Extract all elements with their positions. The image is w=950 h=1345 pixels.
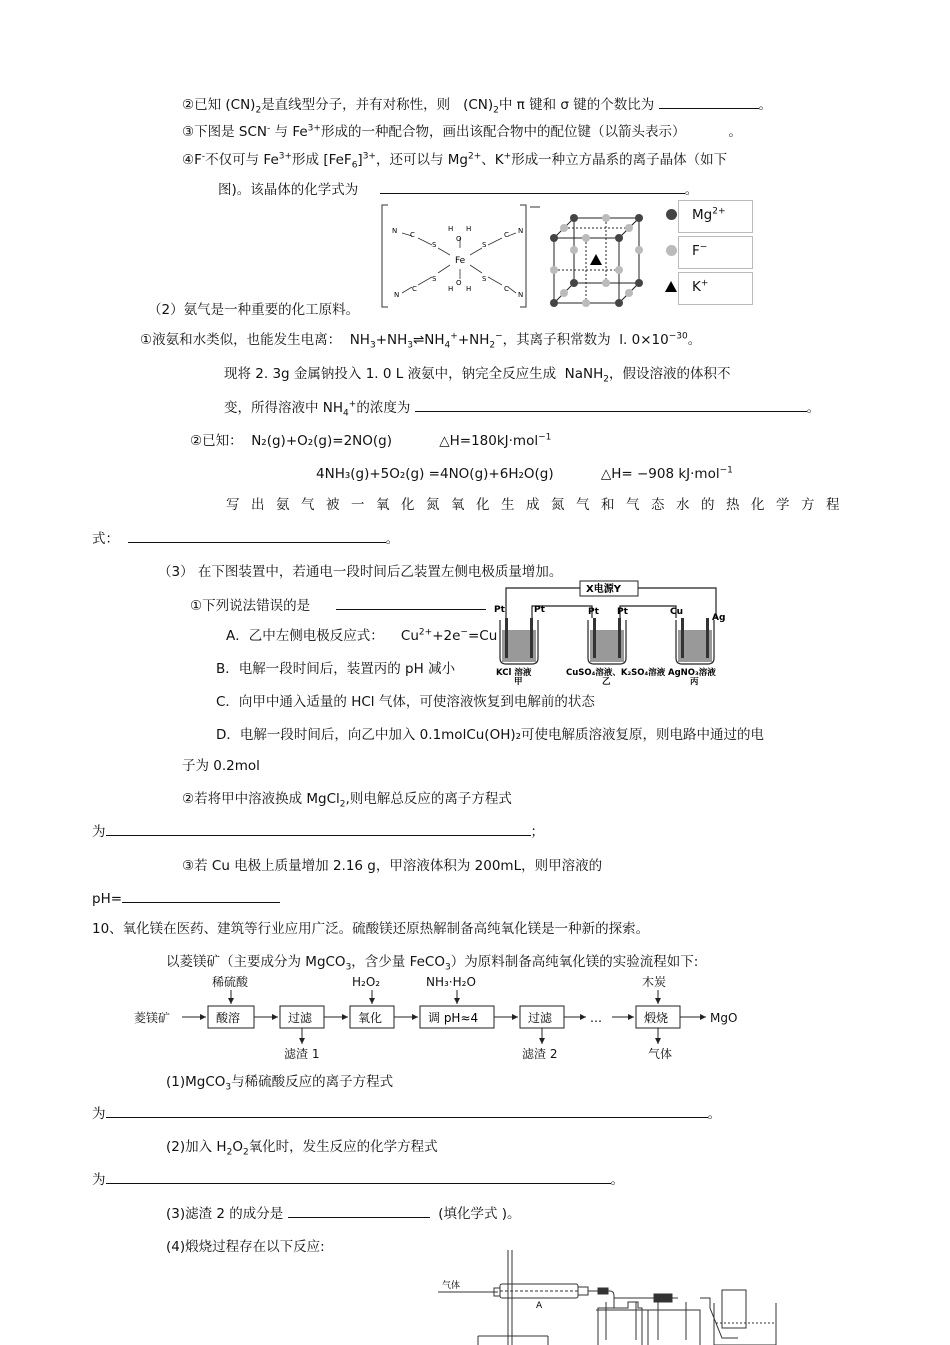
q9-part4: ④F-不仅可与 $Fe^{3+}$形成 $[FeF_6]^{3+}$，还可以与 $Mg^{2+}$、K+形成一种立方晶系的离子晶体（如下: [182, 151, 728, 171]
svg-text:木炭: 木炭: [642, 975, 667, 989]
answer-blank[interactable]: [128, 529, 386, 543]
q9-s3-3b: pH=: [92, 889, 280, 908]
svg-text:C: C: [412, 285, 417, 293]
q9-s2-2c: 写出氨气被一氧化氮氧化生成氮气和气态水的热化学方程: [226, 497, 851, 513]
svg-text:O: O: [456, 279, 462, 287]
q9-section3: （3） 在下图装置中，若通电一段时间后乙装置左侧电极质量增加。: [158, 564, 563, 580]
svg-text:KCl 溶液: KCl 溶液: [496, 668, 532, 678]
svg-text:N: N: [394, 291, 400, 299]
answer-blank[interactable]: [106, 1104, 708, 1118]
svg-text:Cu: Cu: [670, 607, 684, 617]
svg-text:C: C: [410, 231, 415, 239]
svg-text:过滤: 过滤: [528, 1011, 553, 1025]
k-triangle-icon: [665, 281, 677, 292]
q10-q3: (3)滤渣 2 的成分是 (填化学式 )。: [166, 1206, 521, 1222]
svg-text:H₂O₂: H₂O₂: [352, 975, 381, 989]
svg-text:Pt: Pt: [617, 607, 628, 617]
svg-text:H: H: [466, 225, 472, 233]
electrolysis-apparatus: [492, 578, 732, 686]
q10-intro: 以菱镁矿（主要成分为 MgCO$_3$，含少量 FeCO$_3$）为原料制备高纯氧化镁的实验流程如下:: [166, 954, 699, 973]
svg-text:煅烧: 煅烧: [644, 1011, 669, 1025]
q9-s2-1c: 变，所得溶液中 $NH_4^+$的浓度为 。: [224, 399, 821, 419]
svg-text:C: C: [504, 231, 509, 239]
crystal-legend: $Mg^{2+}$ F− K+: [662, 198, 754, 306]
svg-text:稀硫酸: 稀硫酸: [212, 975, 249, 989]
q9-s2-2d: 式： 。: [92, 531, 400, 547]
answer-blank[interactable]: [288, 1204, 430, 1218]
svg-text:H: H: [448, 285, 454, 293]
svg-text:N: N: [518, 291, 524, 299]
answer-blank[interactable]: [659, 95, 759, 109]
q9-s2-2: ②已知： N₂(g)+O₂(g)=2NO(g) △H=180kJ·mol$^{-1}$: [190, 432, 552, 449]
svg-text:甲: 甲: [514, 677, 523, 686]
svg-text:Pt: Pt: [534, 605, 545, 615]
svg-text:N: N: [392, 227, 398, 235]
svg-text:S: S: [432, 275, 437, 283]
q9-s2-2b: 4NH₃(g)+5O₂(g) =4NO(g)+6H₂O(g) △H= −908 kJ·mol$^{-1}$: [316, 465, 733, 482]
option-d: D．电解一段时间后，向乙中加入 0.1molCu(OH)₂可使电解质溶液复原，则电路中通过的电: [216, 727, 765, 743]
q9-s3-2b: 为 ；: [92, 824, 544, 840]
svg-text:H: H: [448, 225, 454, 233]
option-c: C．向甲中通入适量的 HCl 气体，可使溶液恢复到电解前的状态: [216, 694, 595, 710]
answer-blank[interactable]: [415, 398, 807, 412]
q9-s3-2: ②若将甲中溶液换成 MgCl$_2$,则电解总反应的离子方程式: [182, 791, 512, 810]
svg-text:C: C: [504, 285, 509, 293]
svg-text:酸溶: 酸溶: [216, 1011, 241, 1025]
svg-text:气体: 气体: [442, 1281, 461, 1291]
svg-text:NH₃·H₂O: NH₃·H₂O: [426, 975, 476, 989]
svg-text:丙: 丙: [690, 677, 699, 686]
fe-scn-complex-diagram: [380, 203, 540, 313]
crystal-lattice-diagram: [546, 210, 646, 310]
option-d-cont: 子为 0.2mol: [182, 758, 260, 774]
q10-q2b: 为 。: [92, 1172, 624, 1188]
svg-text:Ag: Ag: [712, 613, 726, 623]
q10-q1: (1)MgCO$_3$与稀硫酸反应的离子方程式: [166, 1074, 394, 1093]
q9-s2-1: ①液氨和水类似，也能发生电离： $NH_3+NH_3\rightleftharpoons NH_4^++NH_2^-$，其离子积常数为 l. $0\times 10^{-30}$。: [140, 331, 702, 351]
svg-text:菱镁矿: 菱镁矿: [134, 1011, 171, 1025]
f-dot-icon: [666, 245, 677, 256]
svg-text:Pt: Pt: [494, 605, 505, 615]
option-b: B．电解一段时间后，装置丙的 pH 减小: [216, 661, 456, 677]
svg-text:滤渣 1: 滤渣 1: [284, 1047, 320, 1061]
calcination-apparatus: [438, 1248, 778, 1345]
svg-text:过滤: 过滤: [288, 1011, 313, 1025]
svg-text:MgO: MgO: [710, 1011, 738, 1025]
q9-s3-1: ①下列说法错误的是: [190, 596, 486, 615]
q9-part2: ②已知 $(CN)_2$是直线型分子，并有对称性，则 $(CN)_2$中 π 键和 σ 键的个数比为 。: [182, 97, 773, 116]
q9-part4-cont: 图)。该晶体的化学式为 。: [218, 182, 699, 198]
q9-part3: ③下图是 SCN- 与 $Fe^{3+}$形成的一种配合物，画出该配合物中的配位键（以箭头表示） 。: [182, 123, 742, 140]
svg-text:氧化: 氧化: [358, 1011, 383, 1025]
svg-text:乙: 乙: [602, 677, 611, 686]
svg-text:S: S: [432, 241, 437, 249]
answer-blank[interactable]: [106, 1170, 611, 1184]
svg-text:调 pH≈4: 调 pH≈4: [428, 1011, 479, 1025]
q10-q2: (2)加入 $H_2O_2$氧化时，发生反应的化学方程式: [166, 1139, 438, 1158]
answer-blank[interactable]: [380, 180, 685, 194]
svg-text:O: O: [456, 235, 462, 243]
mg-dot-icon: [666, 209, 677, 220]
option-a: A．乙中左侧电极反应式： $Cu^{2+}+2e^-=Cu$: [226, 627, 498, 644]
complex-center: Fe: [455, 256, 466, 266]
svg-text:S: S: [482, 275, 487, 283]
q10-title: 10、氧化镁在医药、建筑等行业应用广泛。硫酸镁还原热解制备高纯氧化镁是一种新的探索。: [92, 921, 650, 937]
svg-text:…: …: [590, 1011, 602, 1025]
svg-text:N: N: [518, 227, 524, 235]
svg-text:H: H: [466, 285, 472, 293]
process-flow-chart: [130, 972, 750, 1062]
q9-section2: （2）氨气是一种重要的化工原料。: [148, 302, 360, 318]
q10-q4: (4)煅烧过程存在以下反应:: [166, 1239, 325, 1255]
answer-blank[interactable]: [122, 889, 280, 903]
svg-text:AgNO₃溶液: AgNO₃溶液: [668, 668, 716, 678]
q9-s3-3: ③若 Cu 电极上质量增加 2.16 g，甲溶液体积为 200mL，则甲溶液的: [182, 858, 603, 874]
answer-blank[interactable]: [336, 596, 486, 610]
svg-text:气体: 气体: [648, 1047, 673, 1061]
svg-text:A: A: [536, 1301, 543, 1311]
q9-s2-1b: 现将 2. 3g 金属钠投入 1. 0 L 液氨中，钠完全反应生成 NaNH$_2$，假设溶液的体积不: [224, 366, 731, 385]
svg-text:S: S: [482, 241, 487, 249]
answer-blank[interactable]: [106, 822, 531, 836]
svg-text:X电源Y: X电源Y: [586, 584, 621, 595]
svg-text:CuSO₄溶液、K₂SO₄溶液: CuSO₄溶液、K₂SO₄溶液: [566, 668, 666, 678]
svg-text:滤渣 2: 滤渣 2: [522, 1047, 558, 1061]
q10-q1b: 为 。: [92, 1106, 721, 1122]
svg-text:Pt: Pt: [588, 607, 599, 617]
